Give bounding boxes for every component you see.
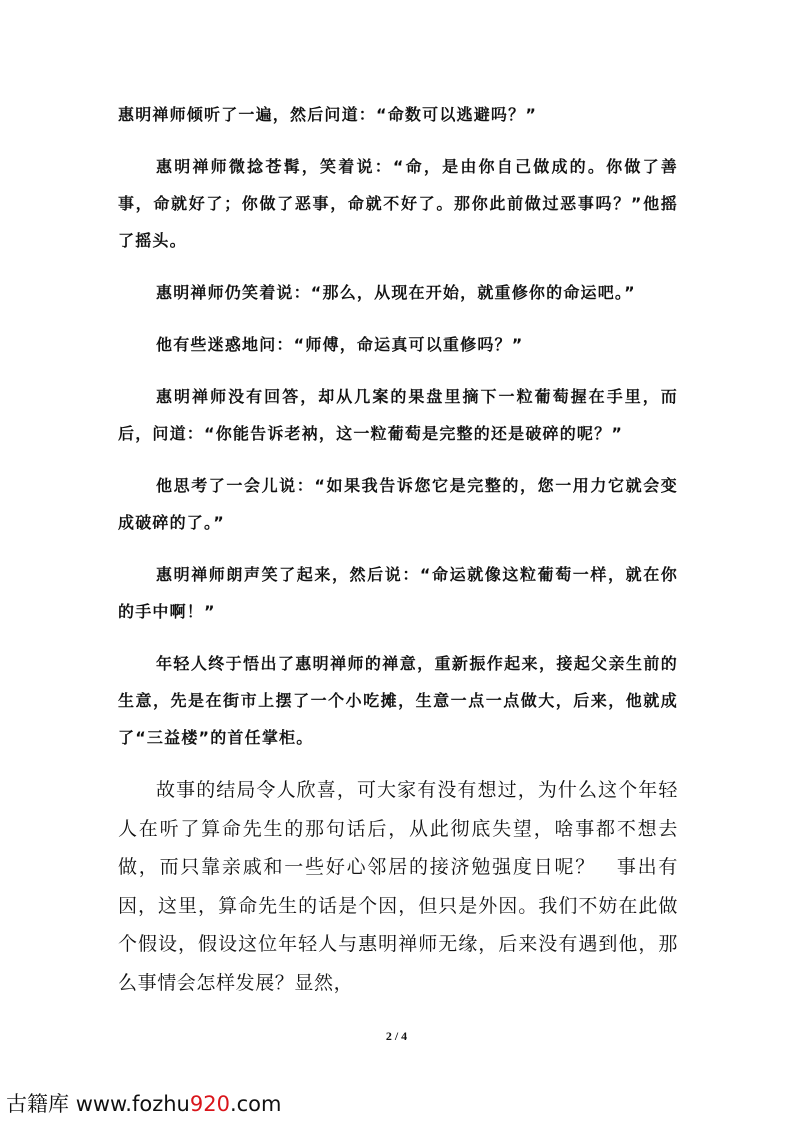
story-paragraph-5: 惠明禅师没有回答，却从几案的果盘里摘下一粒葡萄握在手里，而后，问道：“你能告诉老衲，这一粒葡萄是完整的还是破碎的呢？” [118,387,678,443]
story-paragraph-2: 惠明禅师微捻苍髯，笑着说：“命，是由你自己做成的。你做了善事，命就好了；你做了恶事，命就不好了。那你此前做过恶事吗？”他摇了摇头。 [118,157,678,250]
page-number: 2 / 4 [385,1029,408,1043]
page-content [118,96,678,1002]
site-watermark [6,1088,281,1118]
watermark-url-number: 920 [189,1092,230,1116]
story-paragraph-6: 他思考了一会儿说：“如果我告诉您它是完整的，您一用力它就会变成破碎的了。” [118,476,678,532]
story-paragraph-8: 年轻人终于悟出了惠明禅师的禅意，重新振作起来，接起父亲生前的生意，先是在街市上摆了一个小吃摊，生意一点一点做大，后来，他就成了“三益楼”的首任掌柜。 [118,654,678,747]
commentary-paragraph: 故事的结局令人欣喜，可大家有没有想过，为什么这个年轻人在听了算命先生的那句话后，从此彻底失望，啥事都不想去做，而只靠亲戚和一些好心邻居的接济勉强度日呢？ 事出有因，这里，算命先生的话是个因，但只是外因。我们不妨在此做个假设，假设这位年轻人与惠明禅师无缘，后来没有遇到他，那么事情会怎样发展？显然， [118,779,678,994]
story-paragraph-1: 惠明禅师倾听了一遍，然后问道：“命数可以逃避吗？” [118,105,538,124]
watermark-url [76,1092,282,1116]
watermark-url-prefix: www.fozhu [75,1092,190,1116]
watermark-url-suffix: .com [229,1092,282,1116]
story-paragraph-4: 他有些迷惑地问：“师傅，命运真可以重修吗？” [156,335,524,354]
watermark-site-name: 古籍库 [6,1092,69,1116]
story-paragraph-3: 惠明禅师仍笑着说：“那么，从现在开始，就重修你的命运吧。” [156,283,636,302]
story-paragraph-7: 惠明禅师朗声笑了起来，然后说：“命运就像这粒葡萄一样，就在你的手中啊！” [118,565,678,621]
